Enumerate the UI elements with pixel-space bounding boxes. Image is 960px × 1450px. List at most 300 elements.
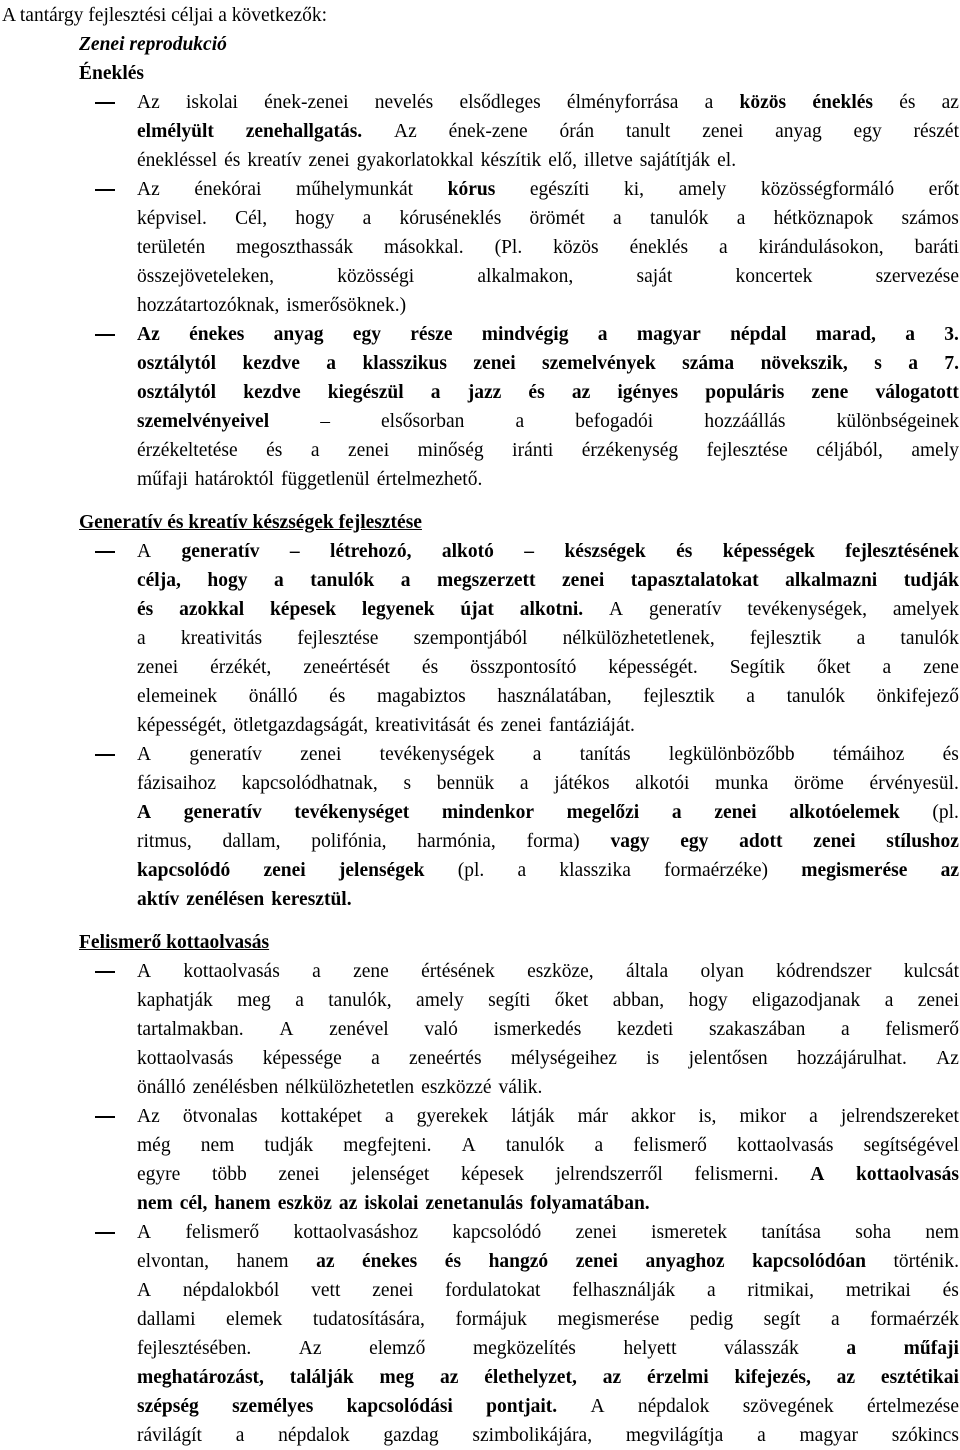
word: közös [553, 237, 599, 258]
word: zenei [917, 990, 959, 1011]
word: szemelvényeivel [137, 411, 270, 432]
word: az [602, 1367, 622, 1388]
word: elmélyült [137, 121, 214, 142]
word: a [706, 1280, 716, 1301]
word: munka [715, 773, 769, 794]
word: szemelvények [542, 353, 656, 374]
word: felismerő [185, 1222, 260, 1243]
word: zenei [702, 121, 744, 142]
word: történik. [893, 1251, 959, 1272]
word: közösségi [337, 266, 415, 287]
text-line [137, 1102, 959, 1131]
word: zenei [562, 570, 605, 591]
text-line [137, 1218, 959, 1247]
section-reading [0, 957, 960, 1450]
word: egy [853, 121, 882, 142]
word: Az [298, 1338, 322, 1359]
word: és [421, 657, 439, 678]
word: magyar [636, 324, 701, 345]
word: a [746, 686, 755, 707]
word: el. [717, 150, 737, 171]
word: klasszikus [362, 353, 447, 374]
word: bennük [436, 773, 495, 794]
word: Az [137, 1106, 160, 1127]
word: énekléssel [137, 150, 218, 171]
word: s [403, 773, 412, 794]
word: népdalok [278, 1425, 350, 1446]
word: őket [816, 657, 851, 678]
word: a [809, 1106, 818, 1127]
word: a [671, 802, 682, 823]
word: amelyek [892, 599, 959, 620]
word: erőt [928, 179, 959, 200]
word: tevékenységek, [747, 599, 867, 620]
bullet-paragraph [137, 537, 959, 740]
word: érvényesül. [869, 773, 959, 794]
bullet-paragraph [137, 88, 959, 175]
word: szakaszában [708, 1019, 806, 1040]
bullet-paragraph [137, 1218, 959, 1450]
text-line [137, 465, 959, 494]
section-gap [0, 494, 960, 508]
text-line [137, 1305, 959, 1334]
word: játékos [554, 773, 610, 794]
word: gyakorlatokkal [356, 150, 474, 171]
word: hanem [214, 1193, 271, 1214]
word: elő, [548, 150, 577, 171]
word: a [908, 353, 918, 374]
text-line [137, 1160, 959, 1189]
word: A [137, 541, 152, 562]
word: keresztül. [271, 889, 352, 910]
word: vett [311, 1280, 341, 1301]
word: zenével [329, 1019, 389, 1040]
word: élethelyzet, [484, 1367, 577, 1388]
word: tanulók [310, 570, 375, 591]
word: marad, [815, 324, 876, 345]
word: tanulók [505, 1135, 565, 1156]
word: alkalmazni [785, 570, 878, 591]
word: zenei [300, 744, 342, 765]
dash-bullet-icon [95, 1116, 115, 1118]
word: a [830, 1309, 840, 1330]
word: nem [925, 1222, 959, 1243]
word: hozzáállás [704, 411, 786, 432]
word: őket [554, 990, 589, 1011]
word: tanítás [579, 744, 631, 765]
word: órán [559, 121, 595, 142]
text-line [137, 1073, 959, 1102]
word: anyaghoz [645, 1251, 725, 1272]
word: a [704, 92, 714, 113]
text-line [137, 1334, 959, 1363]
word: fejlesztésében. [137, 1338, 252, 1359]
word: igényes [617, 382, 679, 403]
word: egészíti [529, 179, 590, 200]
word: harmónia, [417, 831, 496, 852]
word: tanulók [649, 208, 709, 229]
word: és [942, 744, 959, 765]
text-line [137, 1015, 959, 1044]
word: gyerekek [416, 1106, 489, 1127]
word: a [295, 990, 304, 1011]
word: Az [936, 1048, 959, 1069]
word: jelenséget [351, 1164, 430, 1185]
word: Az [137, 324, 160, 345]
word: A [137, 744, 152, 765]
word: jelenségek [338, 860, 425, 881]
word: kreatív [247, 150, 302, 171]
word: amely [678, 179, 727, 200]
dash-bullet-icon [95, 1232, 115, 1234]
bullet-paragraph [137, 175, 959, 320]
word: dallami [137, 1309, 196, 1330]
word: a [856, 628, 866, 649]
text-line [137, 1421, 959, 1450]
word: magyar [799, 1425, 858, 1446]
word: felismerő [633, 1135, 707, 1156]
text-line [137, 624, 959, 653]
word: megelőzi [566, 802, 640, 823]
word: zenei [308, 150, 350, 171]
word: találják [289, 1367, 354, 1388]
word: helyett [623, 1338, 677, 1359]
word: iránti [512, 440, 554, 461]
word: segít [763, 1309, 801, 1330]
text-line [137, 769, 959, 798]
word: illetve [584, 150, 633, 171]
word: formájuk [455, 1309, 527, 1330]
word: pedig [689, 1309, 734, 1330]
text-line [137, 204, 959, 233]
dash-bullet-icon [95, 102, 115, 104]
word: az [940, 860, 959, 881]
word: folyamatában. [529, 1193, 650, 1214]
section-gap [0, 914, 960, 928]
word: formaérzék [870, 1309, 959, 1330]
word: élményforrása [566, 92, 679, 113]
text-line [137, 378, 959, 407]
word: összpontosító [470, 657, 577, 678]
text-line [137, 1276, 959, 1305]
word: tanulók [900, 628, 959, 649]
word: és [137, 599, 154, 620]
word: felismerni. [694, 1164, 779, 1185]
word: énekes [362, 1251, 418, 1272]
word: és [266, 440, 283, 461]
text-line [137, 1189, 959, 1218]
word: baráti [914, 237, 959, 258]
word: a [718, 237, 728, 258]
word: készségek [564, 541, 646, 562]
word: kirándulásokon, [758, 237, 884, 258]
word: szókincs [891, 1425, 959, 1446]
word: válogatott [875, 382, 959, 403]
word: segítségével [863, 1135, 959, 1156]
word: ritmus, [137, 831, 192, 852]
word: népdal [730, 324, 787, 345]
word: pontjait. [486, 1396, 558, 1417]
word: is [646, 1048, 660, 1069]
word: szimbolikájára, [472, 1425, 593, 1446]
word: a [235, 1425, 245, 1446]
word: képességét, [137, 715, 227, 736]
word: (pl. [457, 860, 485, 881]
section-singing [0, 88, 960, 494]
word: a [312, 961, 321, 982]
word: hanem [236, 1251, 289, 1272]
text-line [137, 957, 959, 986]
word: kórus [447, 179, 496, 200]
word: A [137, 1280, 152, 1301]
word: való [424, 1019, 458, 1040]
word: a [362, 208, 372, 229]
word: még [137, 1135, 171, 1156]
word: válik. [498, 1077, 543, 1098]
word: fejlesztik [749, 628, 822, 649]
word: generatív [183, 802, 262, 823]
word: ki, [624, 179, 645, 200]
word: megoszthassák [236, 237, 354, 258]
word: legkülönbözőbb [668, 744, 795, 765]
word: hogy [295, 208, 335, 229]
word: és [528, 382, 545, 403]
text-line [137, 1363, 959, 1392]
word: kottaolvasás [183, 961, 280, 982]
word: gazdag [383, 1425, 439, 1446]
word: kiegészül [327, 382, 404, 403]
word: kapcsolódó [137, 860, 231, 881]
word: kottaképet [280, 1106, 362, 1127]
word: számos [901, 208, 959, 229]
word: hétköznapok [773, 208, 874, 229]
word: is, [698, 1106, 717, 1127]
word: a [274, 570, 284, 591]
text-line [137, 291, 959, 320]
word: befogadói [575, 411, 654, 432]
text-line [137, 711, 959, 740]
word: értelmezhető. [376, 469, 483, 490]
subtitle-zenei-reprodukcio: Zenei reprodukció [79, 34, 227, 55]
bullet-paragraph [137, 957, 959, 1102]
text-line [137, 1392, 959, 1421]
word: dallam, [222, 831, 281, 852]
word: felhasználják [572, 1280, 676, 1301]
word: és [477, 715, 494, 736]
word: egy [680, 831, 709, 852]
word: zenélésen [186, 889, 265, 910]
text-line [137, 175, 959, 204]
word: közösségformáló [760, 179, 895, 200]
word: – [289, 541, 300, 562]
word: az [316, 1251, 335, 1272]
word: műfaji [903, 1338, 959, 1359]
text-line [137, 827, 959, 856]
word: elsősorban [381, 411, 465, 432]
word: saját [636, 266, 673, 287]
word: megismerése [557, 1309, 660, 1330]
word: függetlenül [280, 469, 370, 490]
text-line [137, 1131, 959, 1160]
word: a [519, 773, 529, 794]
word: önkifejező [876, 686, 959, 707]
word: generatív [648, 599, 722, 620]
word: zenei [575, 1251, 618, 1272]
word: céljából, [816, 440, 883, 461]
word: megfejteni. [343, 1135, 432, 1156]
word: forma) [526, 831, 580, 852]
word: már [577, 1106, 608, 1127]
word: A [590, 1396, 605, 1417]
word: hozzátartozóknak, [137, 295, 280, 316]
word: a [841, 1019, 850, 1040]
word: száma [682, 353, 735, 374]
word: zenei [347, 440, 390, 461]
word: tudják [264, 1135, 314, 1156]
word: elemek [226, 1309, 283, 1330]
word: polifónia, [311, 831, 387, 852]
word: generatív [189, 744, 262, 765]
word: öröme [793, 773, 844, 794]
word: képesek [461, 1164, 524, 1185]
word: kódrendszer [776, 961, 872, 982]
word: sajátítják [639, 150, 711, 171]
word: jelrendszereket [840, 1106, 959, 1127]
word: zenei [137, 657, 179, 678]
word: és [676, 541, 693, 562]
word: zenei [278, 1164, 320, 1185]
word: a [884, 990, 894, 1011]
word: nélkülözhetetlen [285, 1077, 415, 1098]
word: nevelés [374, 92, 434, 113]
word: a [846, 1338, 857, 1359]
word: legyenek [361, 599, 435, 620]
word: újat [460, 599, 494, 620]
word: az [941, 92, 959, 113]
text-line [137, 537, 959, 566]
word: megközelítés [472, 1338, 576, 1359]
word: alkalmakon, [477, 266, 574, 287]
word: iskolai [364, 1193, 419, 1214]
word: zenehallgatás. [245, 121, 363, 142]
word: jazz [467, 382, 502, 403]
word: kottaolvasás [737, 1135, 834, 1156]
text-line [137, 407, 959, 436]
word: kezdve [243, 382, 301, 403]
text-line [137, 682, 959, 711]
text-line [137, 1044, 959, 1073]
word: a [517, 860, 527, 881]
word: tanult [625, 121, 671, 142]
word: jelentősen [688, 1048, 768, 1069]
word: ének-zenei [264, 92, 349, 113]
word: eszközzé [421, 1077, 492, 1098]
word: kottaolvasáshoz [293, 1222, 419, 1243]
text-line [137, 740, 959, 769]
word: képvisel. [137, 208, 207, 229]
word: Az [394, 121, 417, 142]
text-line [137, 146, 959, 175]
word: nélkülözhetetlenek, [562, 628, 715, 649]
word: amely [911, 440, 959, 461]
word: és [899, 92, 916, 113]
word: minőség [417, 440, 484, 461]
dash-bullet-icon [95, 189, 115, 191]
word: zene [353, 961, 389, 982]
word: értelmezése [866, 1396, 959, 1417]
word: általa [625, 961, 669, 982]
word: megvilágítja [625, 1425, 724, 1446]
word: kapcsolódóan [752, 1251, 866, 1272]
word: 7. [944, 353, 959, 374]
word: használatában, [497, 686, 612, 707]
word: anyag [273, 324, 324, 345]
word: iskolai [185, 92, 238, 113]
text-line [137, 856, 959, 885]
word: kapcsolódási [346, 1396, 453, 1417]
word: elemző [369, 1338, 426, 1359]
word: nem [137, 1193, 173, 1214]
word: kapcsolódhatnak, [241, 773, 378, 794]
word: mikor [739, 1106, 787, 1127]
text-line [137, 349, 959, 378]
word: fordulatokat [445, 1280, 541, 1301]
word: hogy [207, 570, 248, 591]
word: esztétikai [880, 1367, 959, 1388]
word: műhelymunkát [296, 179, 414, 200]
word: ötvonalas [182, 1106, 258, 1127]
text-line [137, 233, 959, 262]
word: 3. [944, 324, 959, 345]
word: a [400, 570, 411, 591]
dash-bullet-icon [95, 551, 115, 553]
word: a [384, 1106, 394, 1127]
word: meg [379, 1367, 415, 1388]
word: és [329, 686, 346, 707]
word: fejlesztése [297, 628, 379, 649]
word: szervezése [875, 266, 959, 287]
word: megszerzett [437, 570, 536, 591]
word: érzékenység [581, 440, 679, 461]
word: örömét [529, 208, 585, 229]
text-line [137, 1247, 959, 1276]
word: másokkal. [384, 237, 464, 258]
word: énekórai [194, 179, 262, 200]
bullet-paragraph [137, 320, 959, 494]
word: kezdeti [616, 1019, 674, 1040]
word: s [874, 353, 882, 374]
word: populáris [705, 382, 785, 403]
word: zene [811, 382, 849, 403]
word: zenei [500, 715, 542, 736]
word: mélységeihez [510, 1048, 617, 1069]
bullet-paragraph [137, 1102, 959, 1218]
word: látják [511, 1106, 555, 1127]
word: kulcsát [903, 961, 959, 982]
word: készítik [480, 150, 542, 171]
word: (Pl. [494, 237, 523, 258]
word: mindenkor [441, 802, 534, 823]
word: tapasztalatokat [630, 570, 759, 591]
word: képességek [722, 541, 815, 562]
word: alkotóelemek [789, 802, 900, 823]
word: érzékeltetése [137, 440, 238, 461]
intro-line: A tantárgy fejlesztési céljai a következők: [2, 5, 328, 26]
word: zeneértés [409, 1048, 482, 1069]
word: elsődleges [459, 92, 541, 113]
word: Az [137, 92, 160, 113]
word: tartalmakban. [137, 1019, 244, 1040]
